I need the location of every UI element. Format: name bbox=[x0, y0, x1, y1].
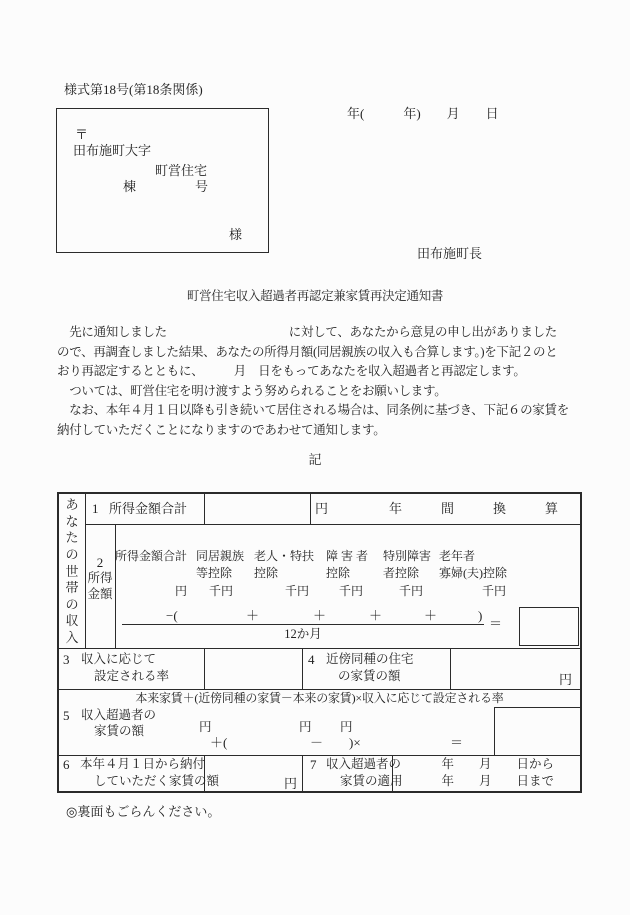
fraction-bar bbox=[122, 624, 484, 625]
row1-unit: 円 bbox=[315, 501, 329, 516]
row3-label-1: 収入に応じて bbox=[81, 652, 157, 666]
row5-op-minus: － bbox=[310, 735, 324, 750]
row6-number: 6 bbox=[63, 757, 70, 772]
row2-number: 2 bbox=[96, 555, 104, 570]
group-label-char: 世 bbox=[65, 563, 79, 579]
mayor-name: 田布施町長 bbox=[417, 246, 483, 261]
table-border-line bbox=[59, 648, 580, 649]
income-recertification-table bbox=[57, 492, 582, 793]
row2-label-2: 金額 bbox=[87, 587, 113, 601]
unit-kyen-2: 千円 bbox=[285, 584, 310, 598]
group-label-char: 入 bbox=[65, 630, 79, 645]
col-senior-2: 寡婦(夫)控除 bbox=[439, 566, 507, 580]
row7-period-from: 年 月 日から bbox=[441, 757, 554, 771]
row3-label-2: 設定される率 bbox=[94, 669, 170, 683]
col-elderly-special-2: 控除 bbox=[254, 566, 279, 580]
row4-label-2: の家賃の額 bbox=[338, 669, 401, 683]
honorific-label: 様 bbox=[229, 227, 243, 242]
row5-label-2: 家賃の額 bbox=[94, 724, 145, 738]
group-label-char: 帯 bbox=[65, 580, 79, 596]
row5-formula-title: 本来家賃＋(近傍同種の家賃－本来の家賃)×収入に応じて設定される率 bbox=[135, 691, 504, 705]
row1-annual-conversion: 年 間 換 算 bbox=[389, 501, 559, 516]
row7-number: 7 bbox=[310, 757, 317, 772]
body-line-6: 納付していただくことになりますのであわせて通知します。 bbox=[57, 422, 386, 437]
col-disabled-2: 控除 bbox=[326, 566, 351, 580]
col-special-disabled-2: 者控除 bbox=[383, 566, 420, 580]
table-border-line bbox=[450, 648, 451, 689]
room-label: 号 bbox=[195, 179, 209, 194]
row5-rent-result-box bbox=[494, 707, 581, 756]
row6-label-2: していただく家賃の額 bbox=[94, 774, 220, 788]
formula-denominator: 12か月 bbox=[284, 627, 322, 641]
housing-name: 町営住宅 bbox=[155, 163, 208, 178]
unit-kyen-5: 千円 bbox=[482, 584, 507, 598]
row5-op-close-mult: )× bbox=[349, 735, 361, 750]
address-line: 田布施町大字 bbox=[73, 143, 152, 158]
formula-open: −( bbox=[166, 608, 178, 623]
row5-unit-2: 円 bbox=[299, 720, 312, 734]
col-elderly-special: 老人・特扶 bbox=[254, 549, 315, 563]
body-line-2: ので、再調査しました結果、あなたの所得月額(同居親族の収入も合算します。)を下記２のと bbox=[57, 344, 558, 359]
formula-plus-3: ＋ bbox=[369, 608, 383, 623]
col-senior: 老年者 bbox=[439, 549, 476, 563]
group-label-char: あ bbox=[65, 497, 79, 512]
row2-label-1: 所得 bbox=[87, 571, 113, 585]
formula-plus-1: ＋ bbox=[246, 608, 260, 623]
footer-note: ◎裏面もごらんください。 bbox=[66, 804, 221, 819]
body-line-1: 先に通知しました に対して、あなたから意見の申し出がありました bbox=[57, 325, 557, 339]
col-cohabiting-relatives-2: 等控除 bbox=[196, 566, 233, 580]
unit-kyen-3: 千円 bbox=[339, 584, 364, 598]
addressee-box bbox=[56, 108, 269, 253]
row7-label-2: 家賃の適用 bbox=[340, 774, 403, 788]
row5-unit-3: 円 bbox=[340, 720, 353, 734]
col-disabled: 障 害 者 bbox=[326, 549, 369, 563]
record-mark: 記 bbox=[308, 452, 322, 467]
col-total-income: 所得金額合計 bbox=[115, 549, 188, 563]
row4-number: 4 bbox=[308, 652, 315, 667]
row3-rate-cell bbox=[204, 648, 302, 689]
row5-op-plus-open: ＋( bbox=[210, 735, 228, 750]
formula-plus-4: ＋ bbox=[424, 608, 438, 623]
formula-plus-2: ＋ bbox=[313, 608, 327, 623]
table-border-line bbox=[310, 494, 311, 524]
unit-kyen-4: 千円 bbox=[399, 584, 424, 598]
row2-monthly-income-result-box bbox=[519, 607, 579, 646]
table-border-line bbox=[85, 524, 580, 525]
body-line-5: なお、本年４月１日以降も引き続いて居住される場合は、同条例に基づき、下記６の家賃を bbox=[57, 403, 569, 418]
row7-period-to: 年 月 日まで bbox=[441, 774, 554, 788]
group-label-char: の bbox=[65, 546, 79, 562]
table-border-line bbox=[302, 648, 303, 689]
row7-label-1: 収入超過者の bbox=[326, 757, 402, 771]
row1-label: 所得金額合計 bbox=[109, 501, 188, 516]
col-special-disabled: 特別障害 bbox=[383, 549, 432, 563]
table-border-line bbox=[302, 755, 303, 791]
body-line-4: ついては、町営住宅を明け渡すよう努められることをお願いします。 bbox=[57, 383, 447, 398]
building-label: 棟 bbox=[123, 179, 137, 194]
body-text bbox=[57, 323, 585, 441]
group-label-char: た bbox=[65, 530, 79, 546]
unit-kyen-1: 千円 bbox=[209, 584, 234, 598]
row4-unit: 円 bbox=[559, 672, 573, 687]
unit-yen: 円 bbox=[175, 584, 188, 598]
body-line-3: おり再認定するとともに、 月 日をもってあなたを収入超過者と再認定します。 bbox=[57, 364, 526, 379]
row3-number: 3 bbox=[63, 652, 70, 667]
row1-amount-cell bbox=[204, 494, 310, 524]
postal-mark: 〒 bbox=[75, 127, 89, 142]
formula-close: ) bbox=[478, 608, 483, 623]
row4-label-1: 近傍同種の住宅 bbox=[326, 652, 414, 666]
col-cohabiting-relatives: 同居親族 bbox=[196, 549, 245, 563]
row5-number: 5 bbox=[63, 708, 70, 723]
table-border-line bbox=[115, 524, 116, 648]
group-label-char: 収 bbox=[65, 613, 79, 629]
date-line: 年( 年) 月 日 bbox=[347, 106, 499, 121]
row5-unit-1: 円 bbox=[199, 720, 212, 734]
row5-label-1: 収入超過者の bbox=[81, 708, 157, 722]
row6-unit: 円 bbox=[284, 776, 298, 791]
table-border-line bbox=[59, 689, 580, 690]
row6-label-1: 本年４月１日から納付 bbox=[80, 757, 206, 771]
group-label-char: な bbox=[65, 513, 79, 529]
household-income-group-label bbox=[59, 494, 85, 648]
formula-equals: ＝ bbox=[489, 616, 503, 631]
form-number: 様式第18号(第18条関係) bbox=[64, 82, 203, 97]
row5-op-equals: ＝ bbox=[450, 735, 464, 750]
group-label-char: の bbox=[65, 596, 79, 612]
document-title: 町営住宅収入超過者再認定兼家賃再決定通知書 bbox=[186, 289, 444, 303]
row1-number: 1 bbox=[92, 501, 99, 516]
